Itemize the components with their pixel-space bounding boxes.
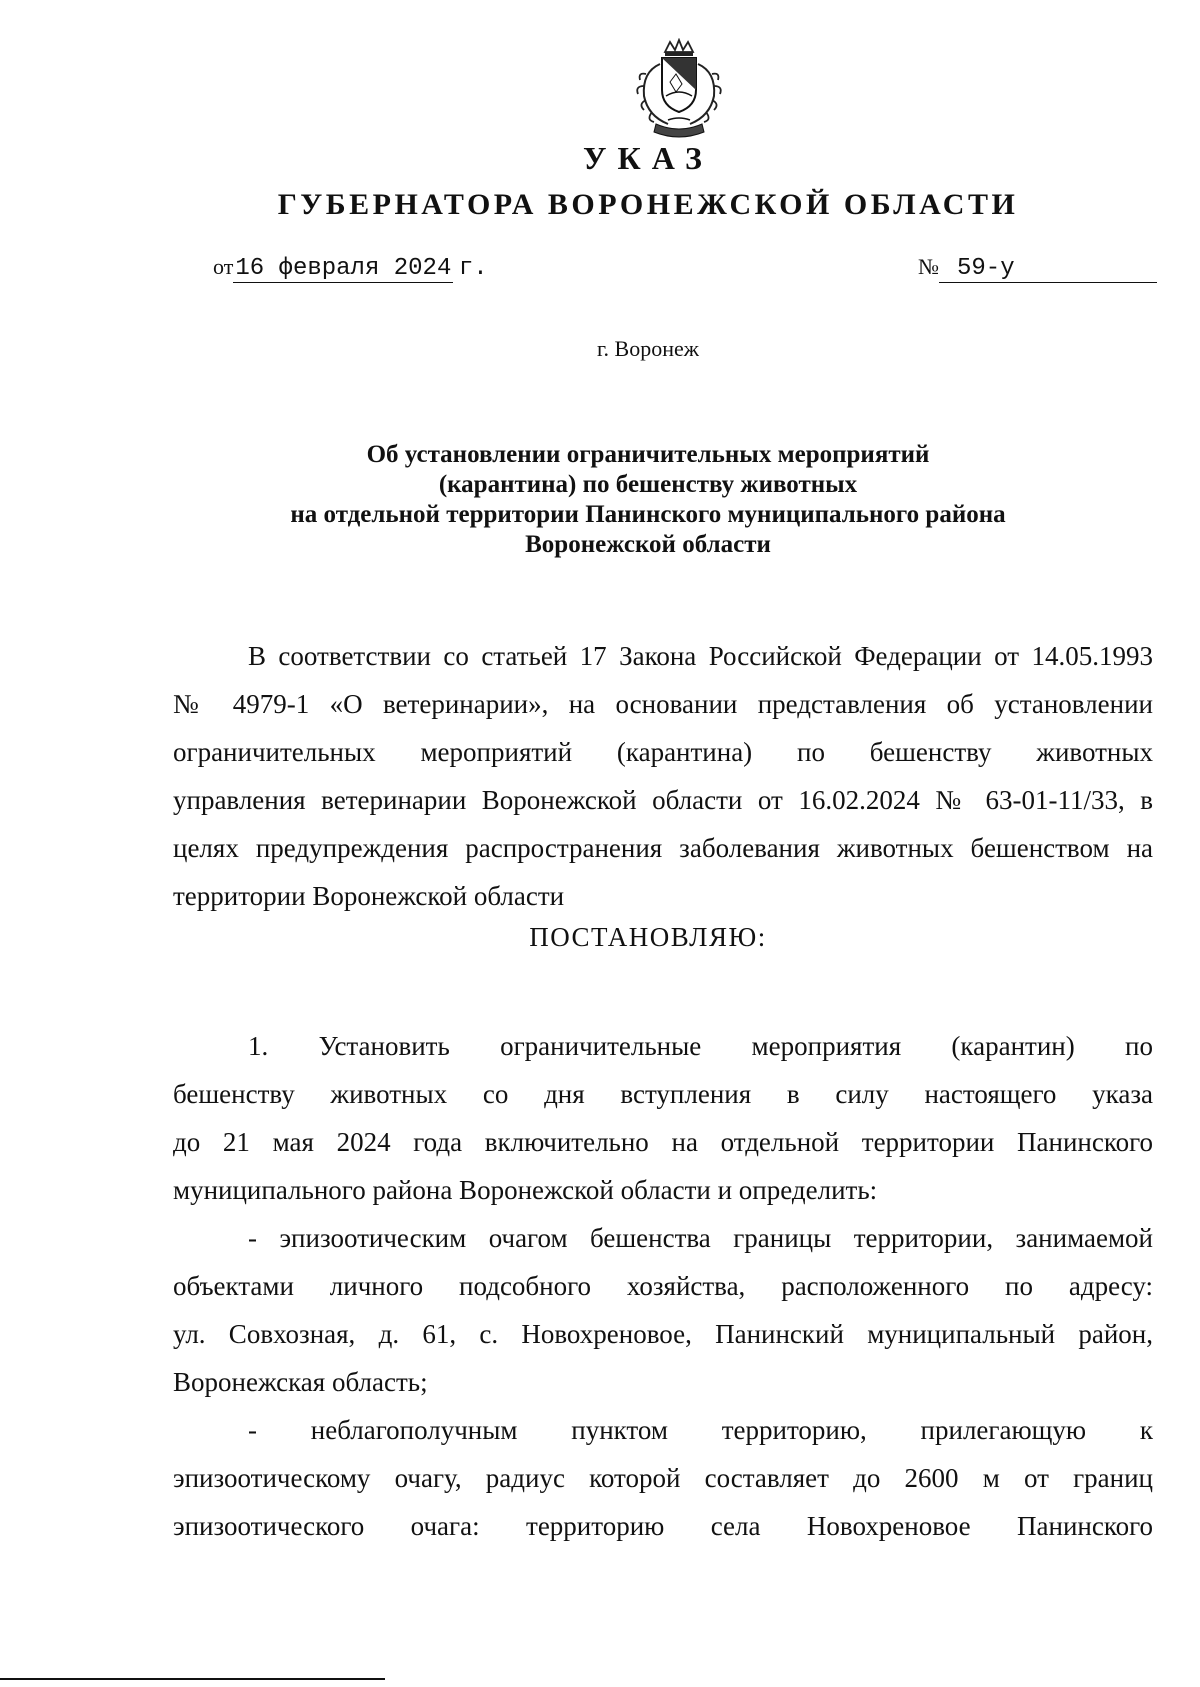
text-line: территории Воронежской области [173, 881, 565, 911]
heading-line: на отдельной территории Панинского муниципального района [290, 501, 1006, 528]
date-block [213, 254, 488, 283]
preamble-paragraph [173, 632, 1153, 920]
text-line: 1. Установить ограничительные мероприятия (карантин) по [248, 1031, 1153, 1061]
date-prefix: от [213, 254, 234, 279]
date-suffix: г. [458, 255, 488, 282]
number-block [918, 254, 1157, 283]
decree-word: ПОСТАНОВЛЯЮ: [529, 922, 767, 952]
date-value: 16 февраля 2024 [235, 255, 452, 282]
text-line: эпизоотическому очагу, радиус которой составляет до 2600 м от границ [173, 1463, 1153, 1493]
document-heading [0, 440, 1200, 560]
text-line: до 21 мая 2024 года включительно на отдельной территории Панинского [173, 1127, 1153, 1157]
text-line: эпизоотического очага: территорию села Новохреновое Панинского [173, 1511, 1153, 1541]
text-line: муниципального района Воронежской области и определить: [173, 1175, 878, 1205]
text-line: № 4979-1 «О ветеринарии», на основании представления об установлении [173, 689, 1153, 719]
text-line: целях предупреждения распространения заболевания животных бешенством на [173, 833, 1153, 863]
heading-line: Воронежской области [525, 531, 771, 558]
text-line: В соответствии со статьей 17 Закона Российской Федерации от 14.05.1993 [248, 641, 1153, 671]
text-line: бешенству животных со дня вступления в силу настоящего указа [173, 1079, 1153, 1109]
heading-line: (карантина) по бешенству животных [438, 471, 858, 498]
number-value: 59-у [939, 256, 1157, 283]
city-name: г. Воронеж [597, 336, 699, 361]
text-line: управления ветеринарии Воронежской области от 16.02.2024 № 63-01-11/33, в [173, 785, 1153, 815]
coat-of-arms-emblem [632, 38, 726, 144]
text-line: - неблагополучным пунктом территорию, прилегающую к [248, 1415, 1153, 1445]
text-line: объектами личного подсобного хозяйства, расположенного по адресу: [173, 1271, 1153, 1301]
text-line: Воронежская область; [173, 1367, 428, 1397]
heading-line: Об установлении ограничительных мероприятий [366, 441, 930, 468]
text-line: - эпизоотическим очагом бешенства границы территории, занимаемой [248, 1223, 1153, 1253]
footer-divider [0, 1678, 385, 1680]
document-title: УКАЗ [583, 140, 713, 176]
text-line: ул. Совхозная, д. 61, с. Новохреновое, Панинский муниципальный район, [173, 1319, 1153, 1349]
number-prefix: № [918, 254, 939, 279]
text-line: ограничительных мероприятий (карантина) по бешенству животных [173, 737, 1153, 767]
document-subtitle: ГУБЕРНАТОРА ВОРОНЕЖСКОЙ ОБЛАСТИ [277, 188, 1019, 221]
item-1-paragraph [173, 1022, 1153, 1550]
